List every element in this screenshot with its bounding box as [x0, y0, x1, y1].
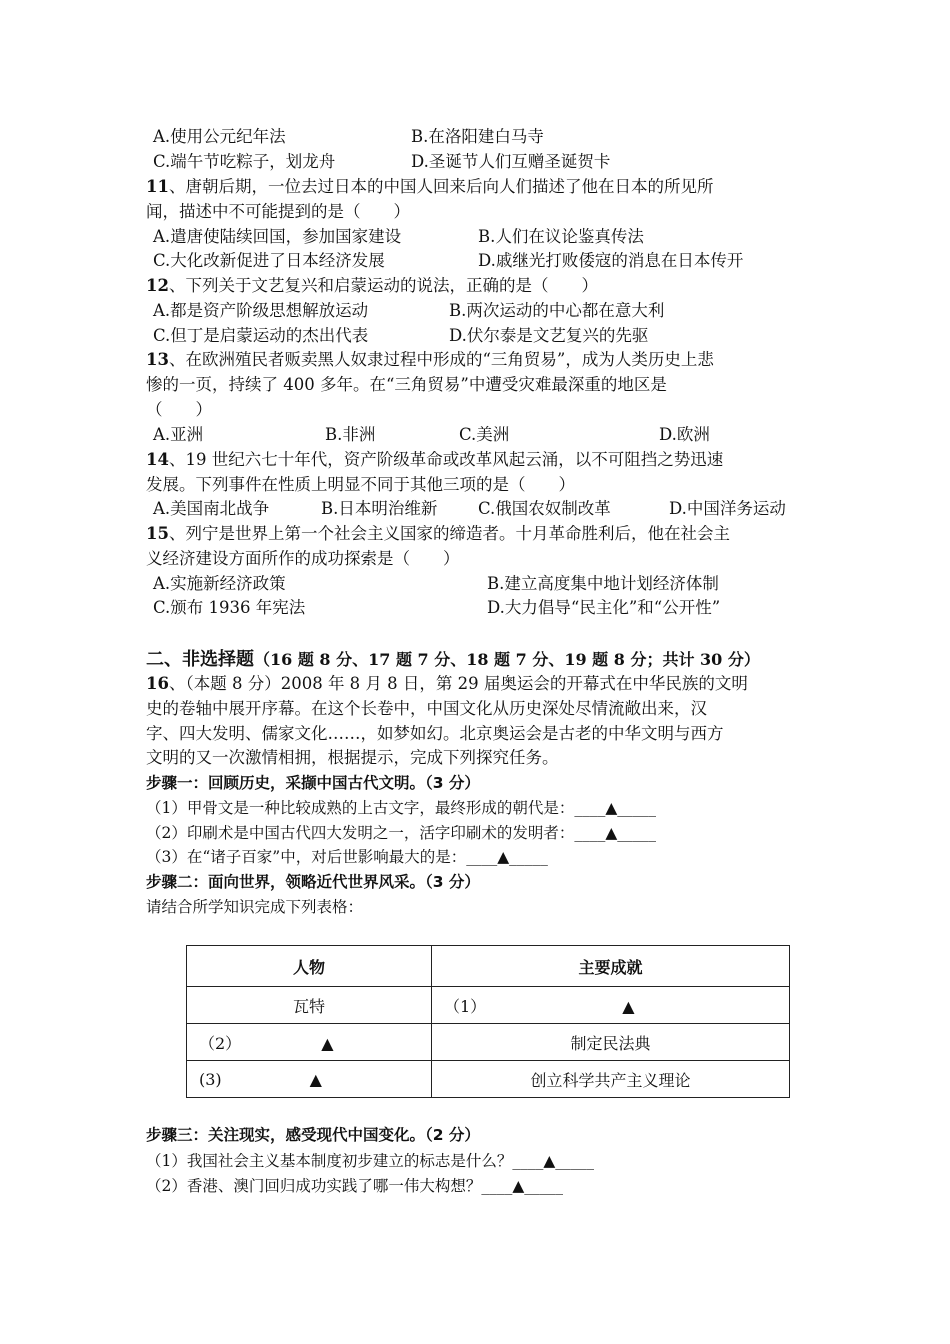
cell-person[interactable]: （2） ▲	[187, 1024, 432, 1061]
q15-option-d: D.大力倡导“民主化”和“公开性”	[487, 598, 721, 617]
q14-stem-line2: 发展。下列事件在性质上明显不同于其他三项的是（ ）	[146, 475, 575, 494]
header-achievement: 主要成就	[432, 946, 790, 987]
answer-triangle: ▲	[622, 996, 635, 1016]
q10-option-c: C.端午节吃粽子，划龙舟	[153, 152, 336, 171]
q16-stem-line3: 字、四大发明、儒家文化……，如梦如幻。北京奥运会是古老的中华文明与西方	[146, 724, 724, 743]
cell-achievement[interactable]: （1） ▲	[432, 987, 790, 1024]
q12-stem-line1: 12、下列关于文艺复兴和启蒙运动的说法，正确的是（ ）	[146, 276, 598, 295]
step3-q1: （1）我国社会主义基本制度初步建立的标志是什么？____▲_____	[146, 1152, 595, 1170]
q15-option-c: C.颁布 1936 年宪法	[153, 598, 306, 617]
q14-option-c: C.俄国农奴制改革	[478, 499, 611, 518]
q14-stem-line1: 14、19 世纪六七十年代，资产阶级革命或改革风起云涌，以不可阻挡之势迅速	[146, 450, 724, 469]
header-person: 人物	[187, 946, 432, 987]
section2-title: 二、非选择题	[146, 649, 254, 670]
q14-option-a: A.美国南北战争	[153, 499, 270, 518]
answer-triangle: ▲	[309, 1069, 322, 1089]
q13-option-a: A.亚洲	[153, 425, 204, 444]
answer-blank[interactable]: ____▲_____	[574, 824, 657, 842]
step3-title: 步骤三：关注现实，感受现代中国变化。（2 分）	[146, 1126, 480, 1144]
q15-stem-line1: 15、列宁是世界上第一个社会主义国家的缔造者。十月革命胜利后，他在社会主	[146, 524, 730, 543]
q12-option-c: C.但丁是启蒙运动的杰出代表	[153, 326, 369, 345]
answer-blank[interactable]: ____▲_____	[574, 799, 657, 817]
q14-number: 14	[146, 450, 169, 469]
answer-blank[interactable]: ____▲_____	[466, 848, 548, 866]
table-row	[187, 987, 790, 1024]
q14-option-d: D.中国洋务运动	[669, 499, 786, 518]
q13-stem-line3: （ ）	[146, 400, 212, 419]
q13-option-b: B.非洲	[325, 425, 376, 444]
q12-number: 12	[146, 276, 169, 295]
q15-number: 15	[146, 524, 169, 543]
cell-achievement: 创立科学共产主义理论	[432, 1061, 790, 1098]
q13-stem-line1: 13、在欧洲殖民者贩卖黑人奴隶过程中形成的“三角贸易”，成为人类历史上悲	[146, 350, 714, 369]
q16-number: 16	[146, 674, 169, 693]
answer-blank[interactable]: ____▲_____	[512, 1152, 595, 1170]
q11-stem-line1: 11、唐朝后期，一位去过日本的中国人回来后向人们描述了他在日本的所见所	[146, 177, 714, 196]
section2-heading	[146, 649, 760, 671]
q13-option-c: C.美洲	[459, 425, 510, 444]
cell-person[interactable]: (3) ▲	[187, 1061, 432, 1098]
q11-stem-line2: 闻，描述中不可能提到的是（ ）	[146, 202, 410, 221]
q15-stem-line2: 义经济建设方面所作的成功探索是（ ）	[146, 549, 460, 568]
cell-achievement: 制定民法典	[432, 1024, 790, 1061]
q11-number: 11	[146, 177, 169, 196]
q10-option-d: D.圣诞节人们互赠圣诞贺卡	[411, 152, 611, 171]
q10-option-b: B.在洛阳建白马寺	[411, 127, 544, 146]
q15-option-b: B.建立高度集中地计划经济体制	[487, 574, 719, 593]
step1-title: 步骤一：回顾历史，采撷中国古代文明。（3 分）	[146, 774, 480, 792]
achievements-table	[186, 945, 790, 1098]
answer-triangle: ▲	[321, 1033, 334, 1053]
q13-option-d: D.欧洲	[659, 425, 710, 444]
q11-option-b: B.人们在议论鉴真传法	[478, 227, 644, 246]
table-row	[187, 1024, 790, 1061]
q12-option-a: A.都是资产阶级思想解放运动	[153, 301, 369, 320]
step3-q2: （2）香港、澳门回归成功实践了哪一伟大构想？____▲_____	[146, 1177, 564, 1195]
q11-option-d: D.戚继光打败倭寇的消息在日本传开	[478, 251, 744, 270]
step1-q2: （2）印刷术是中国古代四大发明之一，活字印刷术的发明者：____▲_____	[146, 824, 657, 842]
cell-person: 瓦特	[187, 987, 432, 1024]
table-row	[187, 1061, 790, 1098]
q15-option-a: A.实施新经济政策	[153, 574, 286, 593]
q13-stem-line2: 惨的一页，持续了 400 多年。在“三角贸易”中遭受灾难最深重的地区是	[146, 375, 667, 394]
table-header-row	[187, 946, 790, 987]
step1-q1: （1）甲骨文是一种比较成熟的上古文字，最终形成的朝代是：____▲_____	[146, 799, 657, 817]
step2-title: 步骤二：面向世界，领略近代世界风采。（3 分）	[146, 873, 480, 891]
q16-stem-line2: 史的卷轴中展开序幕。在这个长卷中，中国文化从历史深处尽情流敞出来，汉	[146, 699, 707, 718]
q12-option-b: B.两次运动的中心都在意大利	[449, 301, 665, 320]
q11-option-a: A.遣唐使陆续回国，参加国家建设	[153, 227, 402, 246]
q12-option-d: D.伏尔泰是文艺复兴的先驱	[449, 326, 649, 345]
section2-scoring: （16 题 8 分、17 题 7 分、18 题 7 分、19 题 8 分；共计 30 分）	[254, 650, 760, 669]
q13-number: 13	[146, 350, 169, 369]
q14-option-b: B.日本明治维新	[321, 499, 438, 518]
q16-stem-line4: 文明的又一次激情相拥，根据提示，完成下列探究任务。	[146, 748, 559, 767]
answer-blank[interactable]: ____▲_____	[481, 1177, 564, 1195]
q11-option-c: C.大化改新促进了日本经济发展	[153, 251, 385, 270]
step1-q3: （3）在“诸子百家”中，对后世影响最大的是：____▲_____	[146, 848, 548, 866]
q10-option-a: A.使用公元纪年法	[153, 127, 286, 146]
step2-intro: 请结合所学知识完成下列表格：	[146, 898, 364, 916]
q16-stem-line1: 16、（本题 8 分）2008 年 8 月 8 日，第 29 届奥运会的开幕式在中华民族的文明	[146, 674, 748, 693]
